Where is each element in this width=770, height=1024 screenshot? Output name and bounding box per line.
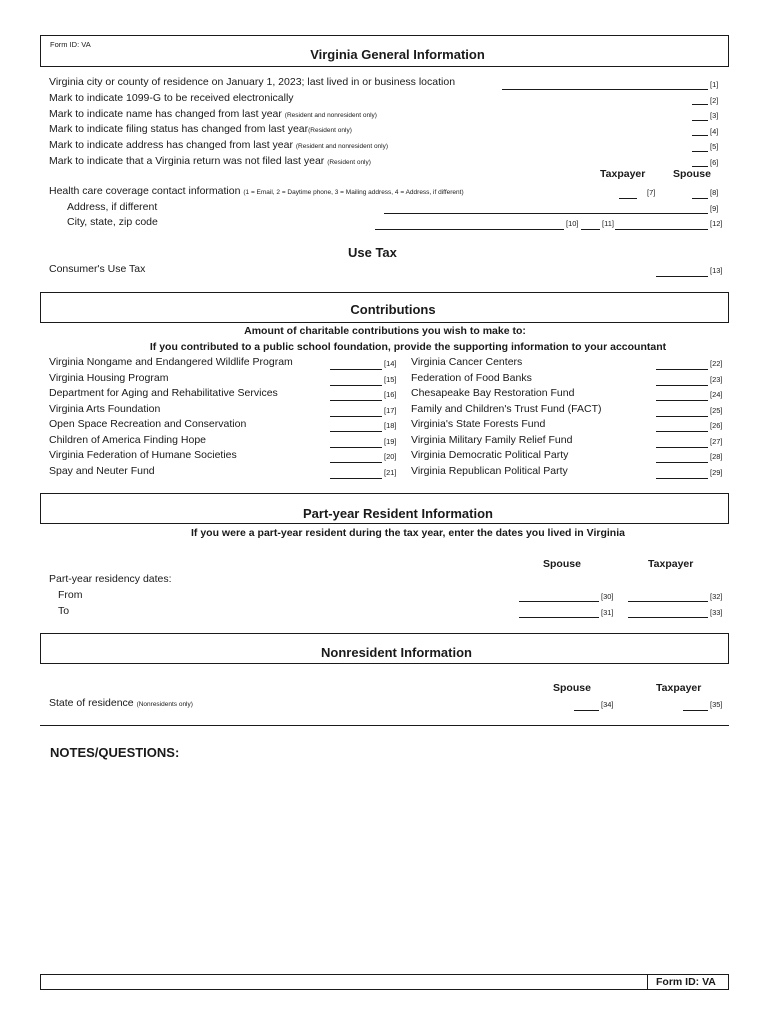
- filing-status-ref: [4]: [710, 127, 719, 136]
- from-spouse-ref: [30]: [601, 592, 614, 601]
- contribution-right-label: Virginia's State Forests Fund: [411, 418, 546, 430]
- contribution-left-field[interactable]: [330, 369, 382, 370]
- address-change-field[interactable]: [692, 151, 708, 152]
- contribution-left-label: Virginia Housing Program: [49, 372, 169, 384]
- consumer-use-tax-ref: [13]: [710, 266, 723, 275]
- address-if-different-field[interactable]: [384, 213, 708, 214]
- contribution-right-field[interactable]: [656, 447, 708, 448]
- contribution-right-label: Virginia Military Family Relief Fund: [411, 434, 573, 446]
- contribution-left-field[interactable]: [330, 400, 382, 401]
- health-taxpayer-field[interactable]: [619, 198, 637, 199]
- contribution-left-ref: [20]: [384, 452, 397, 461]
- part-year-dates-label: Part-year residency dates:: [49, 573, 172, 585]
- residence-label: Virginia city or county of residence on January 1, 2023; last lived in or business location: [49, 76, 456, 88]
- footer-form-id: Form ID: VA: [656, 976, 716, 988]
- part-year-to-label: To: [58, 605, 70, 617]
- health-spouse-ref: [8]: [710, 188, 719, 197]
- notes-area[interactable]: [40, 770, 729, 965]
- contribution-right-ref: [24]: [710, 390, 723, 399]
- address-change-label: Mark to indicate address has changed from last year (Resident and nonresident only): [49, 139, 389, 151]
- nonresident-title: Nonresident Information: [321, 645, 472, 660]
- contribution-right-ref: [25]: [710, 406, 723, 415]
- not-filed-label: Mark to indicate that a Virginia return was not filed last year (Resident only): [49, 155, 371, 167]
- contribution-left-ref: [21]: [384, 468, 397, 477]
- 1099g-label: Mark to indicate 1099-G to be received electronically: [49, 92, 294, 104]
- part-year-from-label: From: [58, 589, 83, 601]
- name-change-label: Mark to indicate name has changed from last year (Resident and nonresident only): [49, 108, 377, 120]
- address-if-different-ref: [9]: [710, 204, 719, 213]
- contribution-right-ref: [29]: [710, 468, 723, 477]
- 1099g-field[interactable]: [692, 104, 708, 105]
- name-change-ref: [3]: [710, 111, 719, 120]
- contribution-right-field[interactable]: [656, 385, 708, 386]
- contributions-subtitle-1: Amount of charitable contributions you wish to make to:: [244, 325, 526, 337]
- contribution-left-field[interactable]: [330, 447, 382, 448]
- form-id-label: Form ID: VA: [50, 40, 91, 49]
- contribution-left-field[interactable]: [330, 416, 382, 417]
- spouse-column-header: Spouse: [673, 168, 711, 180]
- state-field[interactable]: [581, 229, 600, 230]
- contribution-left-ref: [15]: [384, 375, 397, 384]
- state-of-residence-label: State of residence (Nonresidents only): [49, 697, 193, 709]
- to-spouse-ref: [31]: [601, 608, 614, 617]
- contribution-right-field[interactable]: [656, 369, 708, 370]
- consumer-use-tax-label: Consumer's Use Tax: [49, 263, 146, 275]
- name-change-field[interactable]: [692, 120, 708, 121]
- residence-field[interactable]: [502, 89, 708, 90]
- part-year-spouse-header: Spouse: [543, 558, 581, 570]
- contributions-title: Contributions: [350, 302, 436, 317]
- contribution-left-field[interactable]: [330, 478, 382, 479]
- from-spouse-field[interactable]: [519, 601, 599, 602]
- contribution-left-field[interactable]: [330, 431, 382, 432]
- nonresident-taxpayer-header: Taxpayer: [656, 682, 702, 694]
- contribution-right-label: Virginia Democratic Political Party: [411, 449, 569, 461]
- notes-questions-title: NOTES/QUESTIONS:: [50, 745, 180, 760]
- city-state-zip-label: City, state, zip code: [67, 216, 158, 228]
- general-section-title: Virginia General Information: [310, 47, 485, 62]
- contribution-left-field[interactable]: [330, 385, 382, 386]
- state-residence-taxpayer-ref: [35]: [710, 700, 723, 709]
- part-year-title: Part-year Resident Information: [303, 506, 493, 521]
- 1099g-ref: [2]: [710, 96, 719, 105]
- contribution-left-label: Virginia Federation of Humane Societies: [49, 449, 237, 461]
- state-ref: [11]: [602, 219, 614, 228]
- contribution-right-ref: [27]: [710, 437, 723, 446]
- taxpayer-column-header: Taxpayer: [600, 168, 646, 180]
- contribution-left-label: Spay and Neuter Fund: [49, 465, 155, 477]
- state-residence-spouse-field[interactable]: [574, 710, 599, 711]
- zip-ref: [12]: [710, 219, 723, 228]
- contribution-left-ref: [16]: [384, 390, 397, 399]
- contribution-left-field[interactable]: [330, 462, 382, 463]
- footer-box: [40, 974, 729, 990]
- health-spouse-field[interactable]: [692, 198, 708, 199]
- address-change-ref: [5]: [710, 142, 719, 151]
- zip-field[interactable]: [615, 229, 708, 230]
- contribution-left-ref: [14]: [384, 359, 397, 368]
- contribution-right-label: Virginia Cancer Centers: [411, 356, 523, 368]
- section-divider: [40, 725, 729, 726]
- health-care-label: Health care coverage contact information (1 = Email, 2 = Daytime phone, 3 = Mailing address, 4 = Address, if different): [49, 185, 464, 197]
- contribution-right-field[interactable]: [656, 478, 708, 479]
- contribution-left-ref: [19]: [384, 437, 397, 446]
- not-filed-ref: [6]: [710, 158, 719, 167]
- to-spouse-field[interactable]: [519, 617, 599, 618]
- contribution-right-field[interactable]: [656, 416, 708, 417]
- contribution-right-field[interactable]: [656, 462, 708, 463]
- city-ref: [10]: [566, 219, 579, 228]
- residence-ref: [1]: [710, 80, 719, 89]
- contribution-left-label: Department for Aging and Rehabilitative Services: [49, 387, 278, 399]
- nonresident-spouse-header: Spouse: [553, 682, 591, 694]
- contribution-left-ref: [18]: [384, 421, 397, 430]
- contribution-left-label: Open Space Recreation and Conservation: [49, 418, 247, 430]
- filing-status-field[interactable]: [692, 135, 708, 136]
- contribution-right-field[interactable]: [656, 400, 708, 401]
- health-taxpayer-ref: [7]: [647, 188, 656, 197]
- contribution-right-label: Family and Children's Trust Fund (FACT): [411, 403, 602, 415]
- contribution-right-label: Chesapeake Bay Restoration Fund: [411, 387, 575, 399]
- contribution-right-ref: [23]: [710, 375, 723, 384]
- contribution-left-label: Virginia Nongame and Endangered Wildlife Program: [49, 356, 293, 368]
- contribution-left-ref: [17]: [384, 406, 397, 415]
- not-filed-field[interactable]: [692, 166, 708, 167]
- to-taxpayer-ref: [33]: [710, 608, 723, 617]
- consumer-use-tax-field[interactable]: [656, 276, 708, 277]
- contribution-left-label: Virginia Arts Foundation: [49, 403, 161, 415]
- contribution-right-label: Virginia Republican Political Party: [411, 465, 568, 477]
- address-if-different-label: Address, if different: [67, 201, 158, 213]
- to-taxpayer-field[interactable]: [628, 617, 708, 618]
- contribution-right-label: Federation of Food Banks: [411, 372, 532, 384]
- contribution-right-field[interactable]: [656, 431, 708, 432]
- contribution-right-ref: [26]: [710, 421, 723, 430]
- from-taxpayer-field[interactable]: [628, 601, 708, 602]
- contribution-left-label: Children of America Finding Hope: [49, 434, 206, 446]
- state-residence-spouse-ref: [34]: [601, 700, 614, 709]
- from-taxpayer-ref: [32]: [710, 592, 723, 601]
- contribution-right-ref: [28]: [710, 452, 723, 461]
- state-residence-taxpayer-field[interactable]: [683, 710, 708, 711]
- part-year-taxpayer-header: Taxpayer: [648, 558, 694, 570]
- filing-status-label: Mark to indicate filing status has changed from last year(Resident only): [49, 123, 352, 135]
- contribution-right-ref: [22]: [710, 359, 723, 368]
- city-field[interactable]: [375, 229, 564, 230]
- contributions-subtitle-2: If you contributed to a public school foundation, provide the supporting information to your accountant: [149, 341, 667, 353]
- part-year-subtitle: If you were a part-year resident during the tax year, enter the dates you lived in Virginia: [191, 527, 625, 539]
- use-tax-title: Use Tax: [348, 245, 397, 260]
